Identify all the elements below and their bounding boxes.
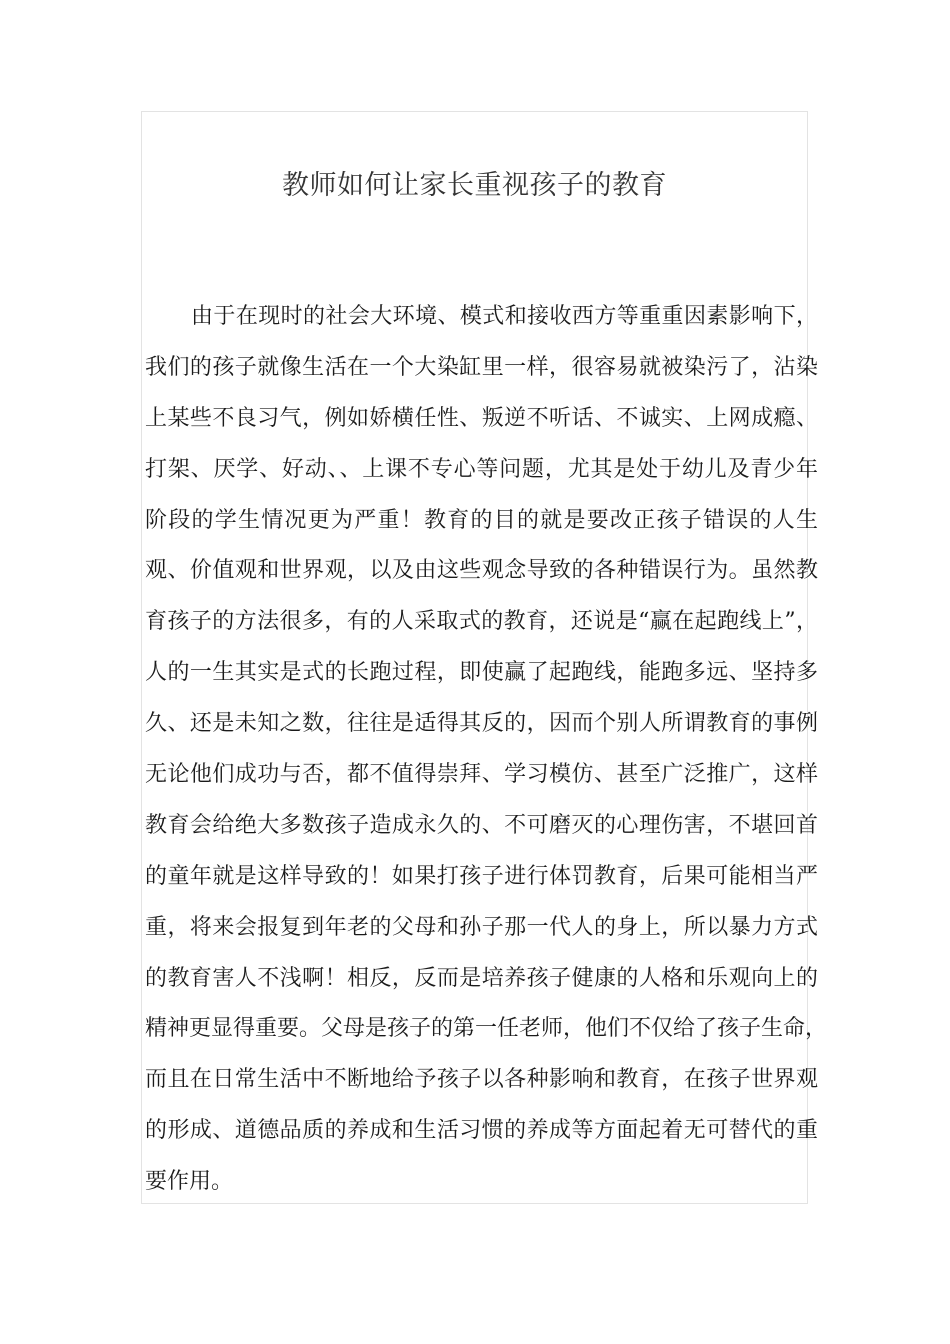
body-line: 要作用。: [145, 1169, 234, 1195]
body-line: 无论他们成功与否，都不值得崇拜、学习模仿、甚至广泛推广，这样: [145, 762, 818, 788]
body-line: 而且在日常生活中不断地给予孩子以各种影响和教育，在孩子世界观: [145, 1067, 818, 1093]
body-line: 阶段的学生情况更为严重！教育的目的就是要改正孩子错误的人生: [145, 507, 818, 533]
body-line: 的童年就是这样导致的！如果打孩子进行体罚教育，后果可能相当严: [145, 863, 818, 889]
body-line: 重，将来会报复到年老的父母和孙子那一代人的身上，所以暴力方式: [145, 914, 818, 940]
body-line: 观、价值观和世界观，以及由这些观念导致的各种错误行为。虽然教: [145, 558, 818, 584]
body-line: 教育会给绝大多数孩子造成永久的、不可磨灭的心理伤害，不堪回首: [145, 812, 818, 838]
document-body: [145, 292, 828, 1208]
body-line: 育孩子的方法很多，有的人采取式的教育，还说是“赢在起跑线上”，: [145, 609, 818, 635]
document-title: 教师如何让家长重视孩子的教育: [282, 170, 667, 201]
body-line: 久、还是未知之数，往往是适得其反的，因而个别人所谓教育的事例: [145, 711, 818, 737]
body-line: 精神更显得重要。父母是孩子的第一任老师，他们不仅给了孩子生命，: [145, 1016, 828, 1042]
body-line: 的形成、道德品质的养成和生活习惯的养成等方面起着无可替代的重: [145, 1118, 818, 1144]
body-line: 上某些不良习气，例如娇横任性、叛逆不听话、不诚实、上网成瘾、: [145, 405, 818, 431]
body-line: 由于在现时的社会大环境、模式和接收西方等重重因素影响下，: [191, 304, 818, 329]
body-line: 打架、厌学、好动、、上课不专心等问题，尤其是处于幼儿及青少年: [145, 456, 818, 482]
body-line: 我们的孩子就像生活在一个大染缸里一样，很容易就被染污了，沾染: [145, 354, 818, 380]
body-line: 的教育害人不浅啊！相反，反而是培养孩子健康的人格和乐观向上的: [145, 965, 818, 991]
body-line: 人的一生其实是式的长跑过程，即使赢了起跑线，能跑多远、坚持多: [145, 660, 818, 686]
